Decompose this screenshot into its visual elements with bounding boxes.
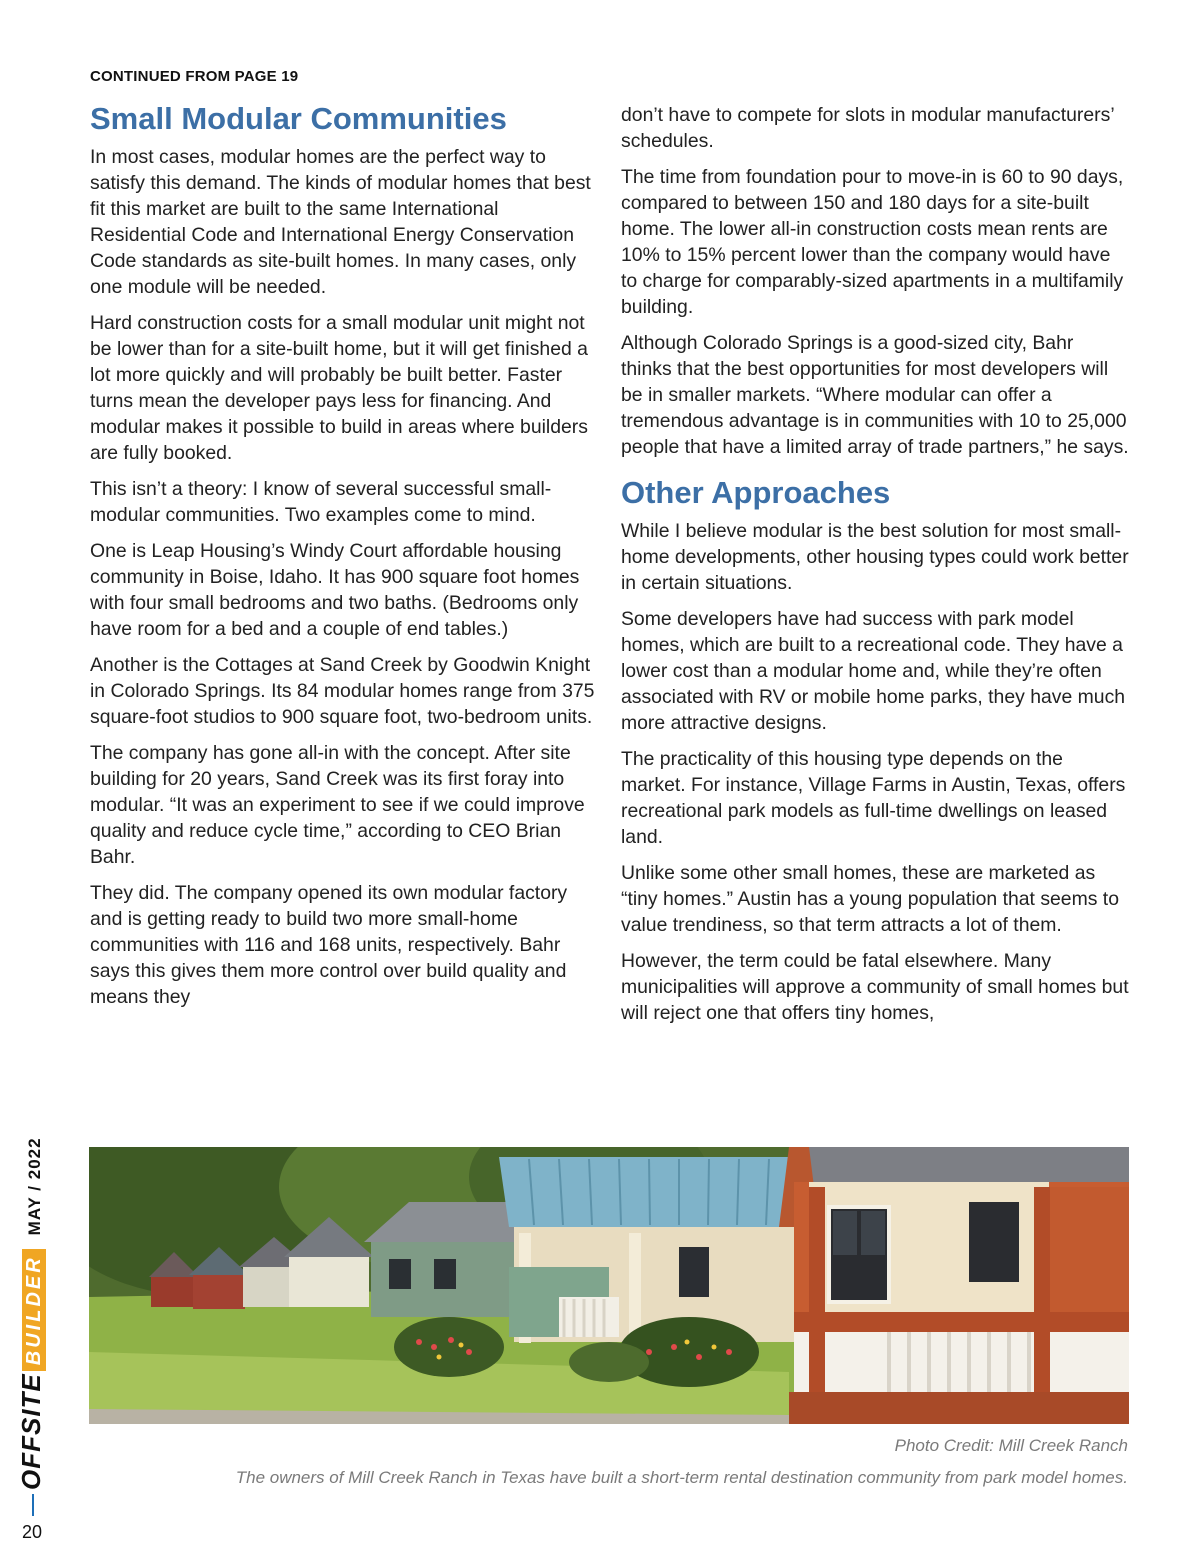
paragraph: The company has gone all-in with the concept. After site building for 20 years, Sand Creek was its first foray into modular. “It was an experiment to see if we could improve quality and reduce cycle time,” according to CEO Brian Bahr. [90, 742, 585, 868]
magazine-spine [16, 1137, 47, 1490]
photo-illustration [89, 1147, 1129, 1424]
paragraph: Hard construction costs for a small modular unit might not be lower than for a site-built home, but it will get finished a lot more quickly and will probably be built better. Faster turns mean the developer pays less for financing. And modular makes it possible to build in areas where builders are fully booked. [90, 312, 588, 464]
paragraph: don’t have to compete for slots in modular manufacturers’ schedules. [621, 104, 1114, 152]
paragraph: In most cases, modular homes are the perfect way to satisfy this demand. The kinds of modular homes that best fit this market are built to the same International Residential Code and International Energy Conservation Code standards as site-built homes. In many cases, only one module will be needed. [90, 146, 591, 298]
paragraph: However, the term could be fatal elsewhere. Many municipalities will approve a community of small homes but will reject one that offers tiny homes, [621, 950, 1129, 1024]
issue-date: MAY / 2022 [25, 1137, 44, 1236]
right-column [621, 102, 1129, 1036]
paragraph: The practicality of this housing type depends on the market. For instance, Village Farms in Austin, Texas, offers recreational park models as full-time dwellings on leased land. [621, 748, 1126, 848]
photo-caption: The owners of Mill Creek Ranch in Texas have built a short-term rental destination community from park model homes. [235, 1468, 1128, 1487]
paragraph: One is Leap Housing’s Windy Court affordable housing community in Boise, Idaho. It has 900 square foot homes with four small bedrooms and two baths. (Bedrooms only have room for a bed and a couple of end tables.) [90, 540, 580, 640]
paragraph: Unlike some other small homes, these are marketed as “tiny homes.” Austin has a young population that seems to value trendiness, so that term attracts a lot of them. [621, 862, 1119, 936]
page-number-rule [32, 1494, 34, 1516]
paragraph: They did. The company opened its own modular factory and is getting ready to build two more small-home communities with 116 and 168 units, respectively. Bahr says this gives them more control over build quality and means they [90, 882, 568, 1008]
left-column [90, 100, 598, 1020]
section-heading-small-modular: Small Modular Communities [90, 101, 507, 136]
page-number: 20 [22, 1522, 43, 1542]
section-heading-other-approaches: Other Approaches [621, 475, 891, 510]
paragraph: Some developers have had success with park model homes, which are built to a recreational code. They have a lower cost than a modular home and, while they’re often associated with RV or mobile home parks, they have much more attractive designs. [621, 608, 1126, 734]
paragraph: Another is the Cottages at Sand Creek by Goodwin Knight in Colorado Springs. Its 84 modular homes range from 375 square-foot studios to 900 square foot, two-bedroom units. [90, 654, 595, 728]
paragraph: The time from foundation pour to move-in is 60 to 90 days, compared to between 150 and 180 days for a site-built home. The lower all-in construction costs mean rents are 10% to 15% percent lower than the company would have to charge for comparably-sized apartments in a multifamily building. [621, 166, 1124, 318]
photo-credit: Photo Credit: Mill Creek Ranch [894, 1436, 1128, 1455]
brand-offsite: OFFSITE [16, 1373, 46, 1490]
paragraph: Although Colorado Springs is a good-sized city, Bahr thinks that the best opportunities for most developers will be in smaller markets. “Where modular can offer a tremendous advantage is in communities with 10 to 25,000 people that have a limited array of trade partners,” he says. [621, 332, 1129, 458]
paragraph: This isn’t a theory: I know of several successful small-modular communities. Two examples come to mind. [90, 478, 552, 526]
paragraph: While I believe modular is the best solution for most small-home developments, other housing types could work better in certain situations. [621, 520, 1129, 594]
park-model-homes-photo [89, 1147, 1129, 1424]
brand-builder: BUILDER [22, 1249, 46, 1371]
continued-kicker: CONTINUED FROM PAGE 19 [90, 68, 299, 85]
